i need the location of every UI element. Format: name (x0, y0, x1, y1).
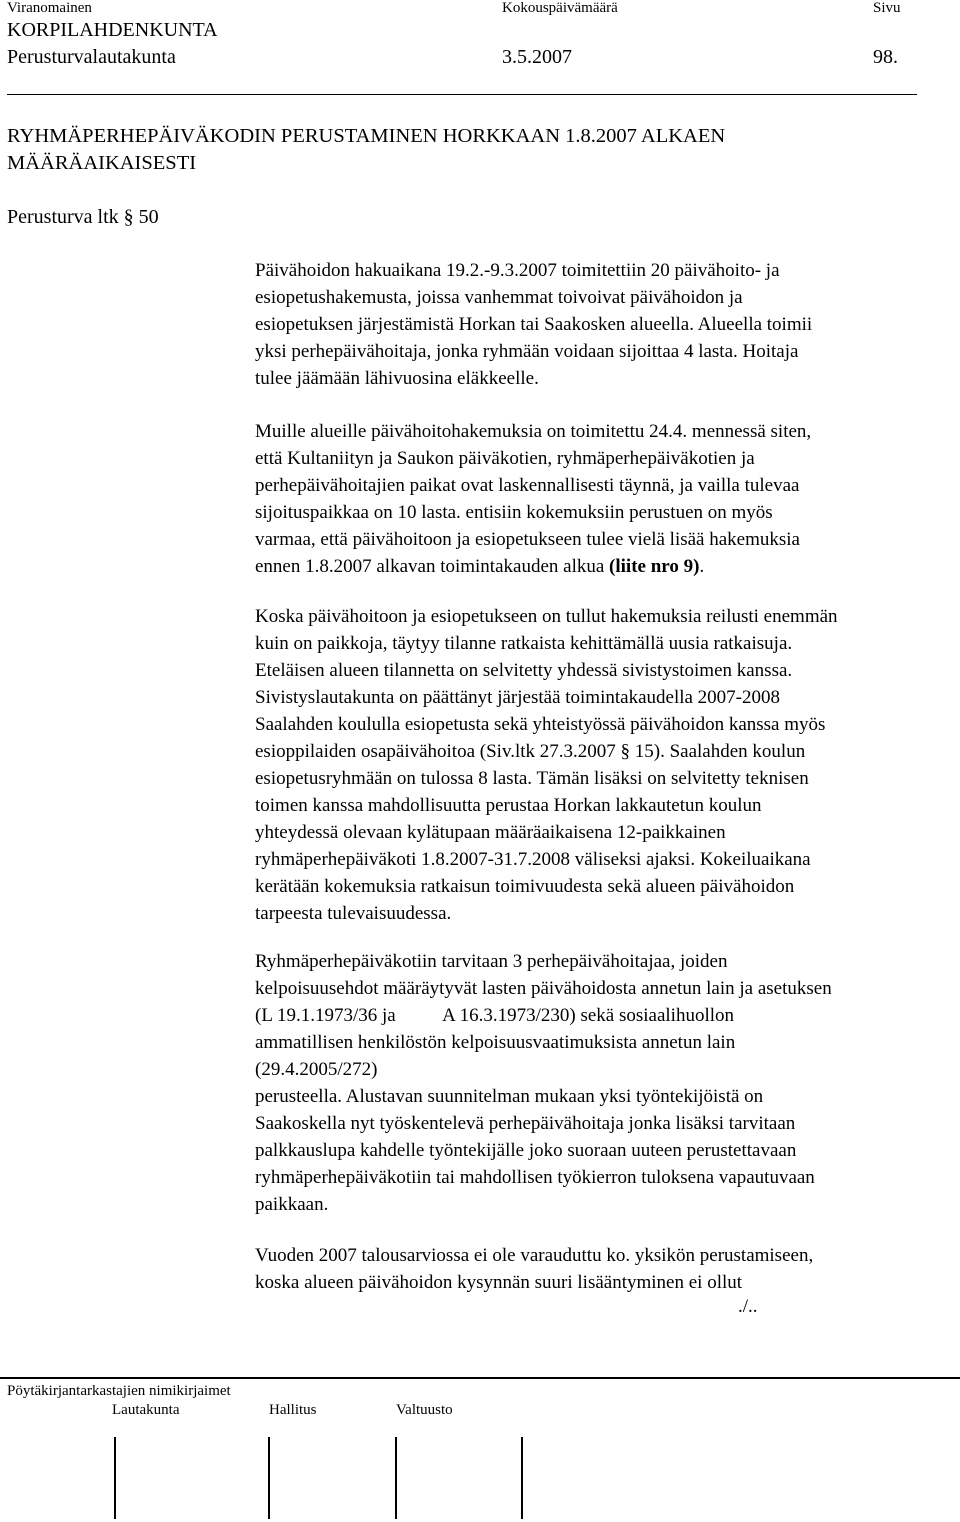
footer-col-lautakunta: Lautakunta (112, 1402, 180, 1418)
text-line: Päivähoidon hakuaikana 19.2.-9.3.2007 toimitettiin 20 päivähoito- ja (255, 260, 780, 281)
organization-name: KORPILAHDENKUNTA (7, 19, 218, 41)
text-line: esiopetuksen järjestämistä Horkan tai Saakosken alueella. Alueella toimii (255, 314, 813, 335)
attachment-reference: (liite nro 9) (609, 556, 700, 577)
text-line: sijoituspaikkaa on 10 lasta. entisiin kokemuksiin perustuen on myös (255, 502, 773, 523)
header-label-kokouspaivamaara: Kokouspäivämäärä (502, 0, 618, 16)
text-line: ammatillisen henkilöstön kelpoisuusvaatimuksista annetun lain (255, 1032, 736, 1053)
page-number: 98. (873, 46, 898, 68)
text-line: että Kultaniityn ja Saukon päiväkotien, ryhmäperhepäiväkotien ja (255, 448, 755, 469)
paragraph-5 (255, 1242, 955, 1296)
text-line: Ryhmäperhepäiväkotiin tarvitaan 3 perhepäivähoitajaa, joiden (255, 951, 728, 972)
text-line: esiopetusryhmään on tulossa 8 lasta. Tämän lisäksi on selvitetty teknisen (255, 768, 809, 789)
text-line: (29.4.2005/272) (255, 1059, 378, 1080)
footer-rule (0, 1377, 960, 1379)
text-line: perhepäivähoitajien paikat ovat laskennallisesti täynnä, ja vailla tulevaa (255, 475, 800, 496)
text-line: Saakoskella nyt työskentelevä perhepäivähoitaja jonka lisäksi tarvitaan (255, 1113, 796, 1134)
text-line: Sivistyslautakunta on päättänyt järjestää toimintakaudella 2007-2008 (255, 687, 781, 708)
text-fragment: . (699, 556, 705, 577)
paragraph-3 (255, 603, 955, 927)
header-label-viranomainen: Viranomainen (7, 0, 92, 16)
meeting-date: 3.5.2007 (502, 46, 572, 68)
text-line: palkkauslupa kahdelle työntekijälle joko suoraan uuteen perustettavaan (255, 1140, 797, 1161)
signature-divider (395, 1437, 397, 1519)
text-line: Saalahden koululla esiopetusta sekä yhteistyössä päivähoidon kanssa myös (255, 714, 826, 735)
text-line: ryhmäperhepäiväkoti 1.8.2007-31.7.2008 väliseksi ajaksi. Kokeiluaikana (255, 849, 811, 870)
footer-col-hallitus: Hallitus (269, 1402, 317, 1418)
text-line: Eteläisen alueen tilannetta on selvitetty yhdessä sivistystoimen kanssa. (255, 660, 793, 681)
header-rule (7, 94, 917, 95)
text-line: tulee jäämään lähivuosina eläkkeelle. (255, 368, 539, 389)
text-line: yhteydessä olevaan kylätupaan määräaikaisena 12-paikkainen (255, 822, 726, 843)
document-title-line2: MÄÄRÄAIKAISESTI (7, 152, 197, 174)
text-line: paikkaan. (255, 1194, 329, 1215)
signature-divider (521, 1437, 523, 1519)
text-line (255, 553, 955, 580)
text-line: ryhmäperhepäiväkotiin tai mahdollisen työkierron tuloksena vapautuvaan (255, 1167, 815, 1188)
signature-divider (114, 1437, 116, 1519)
header-label-sivu: Sivu (873, 0, 901, 16)
paragraph-2 (255, 418, 955, 580)
text-line: Vuoden 2007 talousarviossa ei ole varauduttu ko. yksikön perustamiseen, (255, 1245, 814, 1266)
footer-col-valtuusto: Valtuusto (396, 1402, 453, 1418)
text-line: esiopetushakemusta, joissa vanhemmat toivoivat päivähoidon ja (255, 287, 743, 308)
text-fragment: ennen 1.8.2007 alkavan toimintakauden alkua (255, 556, 610, 577)
text-line: Muille alueille päivähoitohakemuksia on toimitettu 24.4. mennessä siten, (255, 421, 812, 442)
paragraph-1 (255, 257, 955, 392)
text-line: toimen kanssa mahdollisuutta perustaa Horkan lakkautetun koulun (255, 795, 762, 816)
text-line: kerätään kokemuksia ratkaisun toimivuudesta sekä alueen päivähoidon (255, 876, 795, 897)
text-line: Koska päivähoitoon ja esiopetukseen on tullut hakemuksia reilusti enemmän (255, 606, 838, 627)
paragraph-4 (255, 948, 955, 1218)
footer-title: Pöytäkirjantarkastajien nimikirjaimet (7, 1383, 231, 1399)
document-title-line1: RYHMÄPERHEPÄIVÄKODIN PERUSTAMINEN HORKKAAN 1.8.2007 ALKAEN (7, 125, 726, 147)
section-reference: Perusturva ltk § 50 (7, 206, 159, 228)
committee-name: Perusturvalautakunta (7, 46, 176, 68)
text-line: kuin on paikkoja, täytyy tilanne ratkaista kehittämällä uusia ratkaisuja. (255, 633, 793, 654)
text-line: kelpoisuusehdot määräytyvät lasten päivähoidosta annetun lain ja asetuksen (255, 978, 832, 999)
text-line: perusteella. Alustavan suunnitelman mukaan yksi työntekijöistä on (255, 1086, 764, 1107)
text-line: tarpeesta tulevaisuudessa. (255, 903, 452, 924)
text-line: koska alueen päivähoidon kysynnän suuri lisääntyminen ei ollut (255, 1272, 743, 1293)
text-line: (L 19.1.1973/36 ja A 16.3.1973/230) sekä sosiaalihuollon (255, 1005, 735, 1026)
signature-divider (268, 1437, 270, 1519)
text-line: varmaa, että päivähoitoon ja esiopetukseen tulee vielä lisää hakemuksia (255, 529, 800, 550)
continuation-mark: ./.. (738, 1296, 758, 1317)
text-line: esioppilaiden osapäivähoitoa (Siv.ltk 27.3.2007 § 15). Saalahden koulun (255, 741, 806, 762)
text-line: yksi perhepäivähoitaja, jonka ryhmään voidaan sijoittaa 4 lasta. Hoitaja (255, 341, 799, 362)
